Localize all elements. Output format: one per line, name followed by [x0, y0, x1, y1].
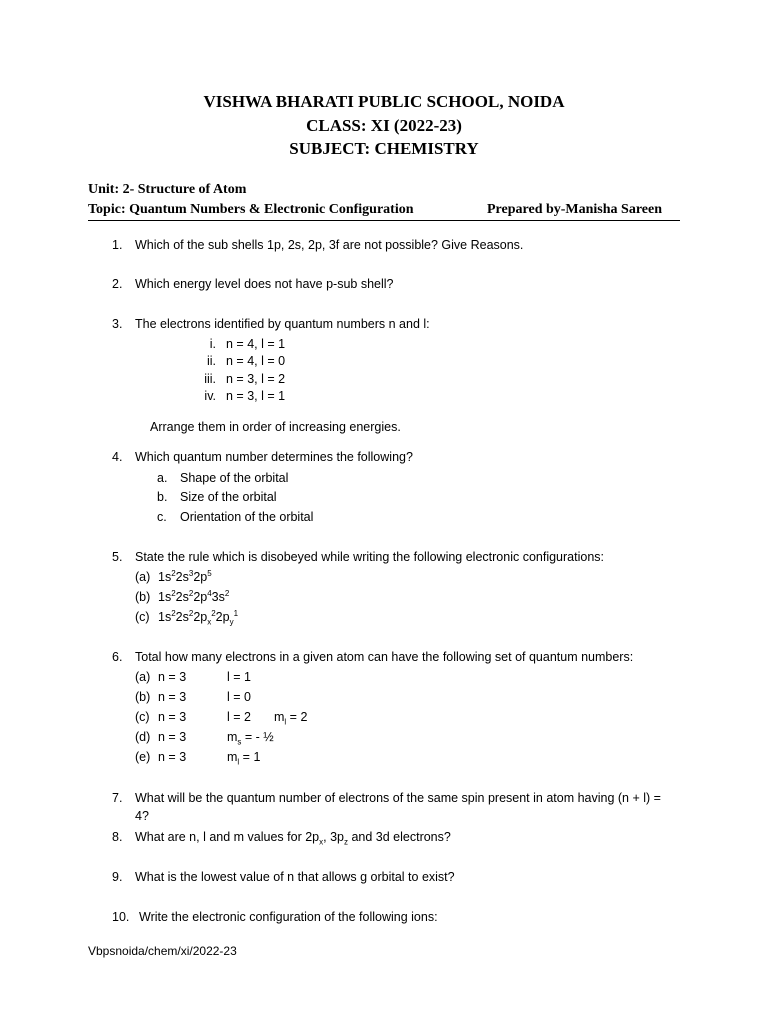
q6-number: 6.: [112, 650, 123, 664]
q4-text: Which quantum number determines the following?: [135, 450, 413, 464]
q2-text: Which energy level does not have p-sub shell?: [135, 277, 394, 291]
q9-number: 9.: [112, 870, 123, 884]
q3-item-text: n = 3, l = 2: [226, 372, 286, 386]
q4-item-label: c.: [157, 510, 167, 524]
q3-item-label: i.: [209, 337, 216, 351]
q5-option-label: (c): [135, 610, 150, 624]
class-line: CLASS: XI (2022-23): [306, 116, 462, 135]
q6-l-value: l = 1: [227, 670, 251, 684]
q6-n-value: n = 3: [158, 690, 187, 704]
q2-number: 2.: [112, 277, 123, 291]
q6-ml-value: $m_l = 2$: [274, 710, 308, 727]
header-divider: [88, 220, 680, 221]
q6-l-value: l = 0: [227, 690, 251, 704]
q1-text: Which of the sub shells 1p, 2s, 2p, 3f are not possible? Give Reasons.: [135, 238, 524, 252]
prepared-by: Prepared by-Manisha Sareen: [487, 202, 663, 217]
q5-option-label: (b): [135, 590, 151, 604]
q3-item-label: ii.: [206, 354, 216, 368]
q6-n-value: n = 3: [158, 670, 187, 684]
q6-option-label: (e): [135, 750, 151, 764]
q3-instruction: Arrange them in order of increasing energies.: [150, 420, 401, 434]
q8-number: 8.: [112, 830, 123, 844]
q6-n-value: n = 3: [158, 730, 187, 744]
q6-text: Total how many electrons in a given atom can have the following set of quantum numbers:: [135, 650, 634, 664]
q10-number: 10.: [112, 910, 130, 924]
school-name: VISHWA BHARATI PUBLIC SCHOOL, NOIDA: [203, 92, 565, 111]
q3-text: The electrons identified by quantum numbers n and l:: [135, 317, 430, 331]
q10-text: Write the electronic configuration of the following ions:: [139, 910, 438, 924]
q6-option-label: (d): [135, 730, 151, 744]
unit-line: Unit: 2- Structure of Atom: [88, 182, 247, 197]
q7-number: 7.: [112, 791, 123, 805]
q5-config-b: $1s^22s^22p^43s^2$: [158, 588, 230, 604]
q6-option-label: (a): [135, 670, 151, 684]
q6-option-label: (c): [135, 710, 150, 724]
q5-number: 5.: [112, 550, 123, 564]
q4-item-label: a.: [157, 471, 168, 485]
q3-item-label: iii.: [204, 372, 216, 386]
subject-line: SUBJECT: CHEMISTRY: [289, 139, 479, 158]
q3-item-text: n = 4, l = 1: [226, 337, 286, 351]
q7-text: What will be the quantum number of electrons of the same spin present in atom having (n + l) =: [135, 791, 661, 805]
q3-item-text: n = 4, l = 0: [226, 354, 286, 368]
page-footer: Vbpsnoida/chem/xi/2022-23: [88, 944, 237, 958]
q4-item-label: b.: [157, 490, 168, 504]
q3-item-label: iv.: [204, 389, 216, 403]
q5-text: State the rule which is disobeyed while writing the following electronic configurations:: [135, 550, 605, 564]
q6-ml-value: $m_l = 1$: [227, 750, 261, 767]
q5-config-a: $1s^22s^32p^5$: [158, 568, 212, 584]
q3-item-text: n = 3, l = 1: [226, 389, 286, 403]
q6-option-label: (b): [135, 690, 151, 704]
q4-number: 4.: [112, 450, 123, 464]
q4-item-text: Shape of the orbital: [180, 471, 289, 485]
q8-text: What are n, l and m values for $2p_x$, $3p_z$ and 3d electrons?: [135, 830, 451, 847]
q6-ms-value: $m_s$ = - ½: [227, 730, 274, 747]
q1-number: 1.: [112, 238, 123, 252]
q5-option-label: (a): [135, 570, 151, 584]
q6-l-value: l = 2: [227, 710, 251, 724]
q7-text-continued: 4?: [135, 809, 149, 823]
q3-number: 3.: [112, 317, 123, 331]
q5-config-c: $1s^22s^22p_x^22p_y^1$: [158, 608, 239, 627]
q4-item-text: Orientation of the orbital: [180, 510, 314, 524]
q4-item-text: Size of the orbital: [180, 490, 277, 504]
topic-line: Topic: Quantum Numbers & Electronic Configuration: [88, 202, 414, 217]
q9-text: What is the lowest value of n that allows g orbital to exist?: [135, 870, 455, 884]
q6-n-value: n = 3: [158, 710, 187, 724]
q6-n-value: n = 3: [158, 750, 187, 764]
